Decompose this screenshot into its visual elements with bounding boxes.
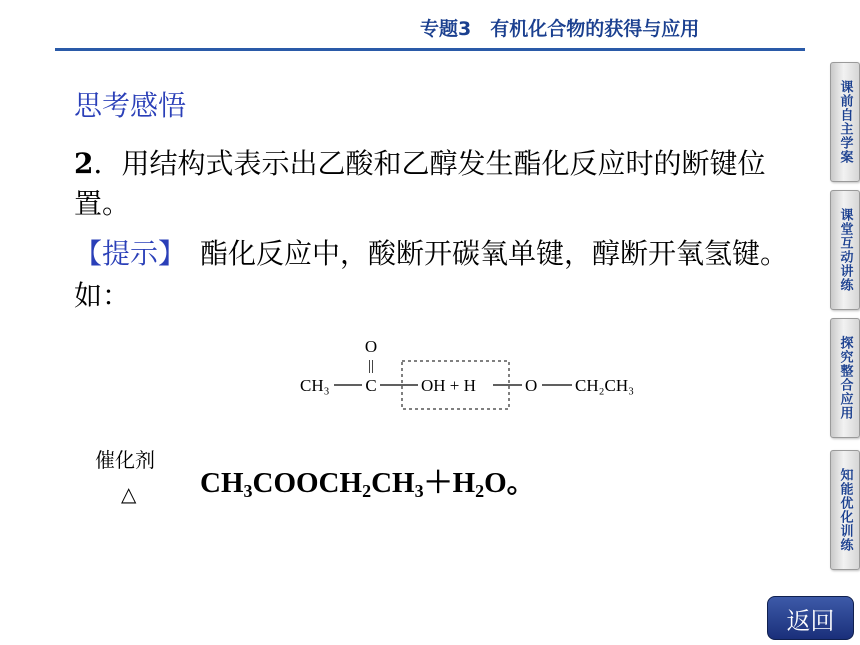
section-heading: 思考感悟 xyxy=(74,89,187,122)
product-text: ＋H xyxy=(423,467,476,499)
nav-tab-label: 知能优化训练 xyxy=(837,468,853,552)
product-text: COOCH xyxy=(252,467,363,499)
header-divider xyxy=(55,48,805,51)
question-number: 2 xyxy=(74,147,94,180)
heat-symbol: △ xyxy=(121,482,137,506)
product-formula xyxy=(200,460,536,502)
methyl-group: CH₃ xyxy=(300,376,330,395)
esterification-structure-diagram xyxy=(290,330,670,420)
hint-label: 【提示】 xyxy=(74,237,173,270)
product-text: O。 xyxy=(484,467,536,499)
product-subscript: 3 xyxy=(243,481,253,501)
double-bond-symbol: || xyxy=(367,358,375,374)
hint-paragraph xyxy=(74,233,804,317)
product-subscript: 3 xyxy=(414,481,424,501)
question-body: ．用结构式表示出乙酸和乙醇发生酯化反应时的断键位置。 xyxy=(74,147,766,220)
carbonyl-oxygen: O xyxy=(364,337,378,356)
product-subscript: 2 xyxy=(362,481,372,501)
nav-tab-label: 课堂互动讲练 xyxy=(837,208,853,292)
side-navigation xyxy=(828,0,860,645)
product-text: CH xyxy=(200,467,244,499)
product-subscript: 2 xyxy=(475,481,485,501)
nav-tab-inquiry-application[interactable] xyxy=(830,318,860,438)
nav-tab-label: 探究整合应用 xyxy=(837,336,853,420)
carbonyl-carbon: C xyxy=(365,376,377,395)
catalyst-label: 催化剂 xyxy=(95,448,155,472)
header-title: 专题3 有机化合物的获得与应用 xyxy=(420,18,700,40)
nav-tab-pre-class-study[interactable] xyxy=(830,62,860,182)
nav-tab-classroom-practice[interactable] xyxy=(830,190,860,310)
acid-alcohol-fragment: OH + H xyxy=(421,376,476,395)
hint-body: 酯化反应中，酸断开碳氧单键，醇断开氧氢键。如： xyxy=(74,237,789,312)
back-button[interactable]: 返回 xyxy=(767,596,854,640)
product-text: CH xyxy=(371,467,415,499)
nav-tab-skills-training[interactable] xyxy=(830,450,860,570)
question-text xyxy=(74,144,794,224)
nav-tab-label: 课前自主学案 xyxy=(837,80,853,164)
ethyl-group: CH₂CH₃ xyxy=(575,376,635,395)
alcohol-oxygen: O xyxy=(525,376,538,395)
